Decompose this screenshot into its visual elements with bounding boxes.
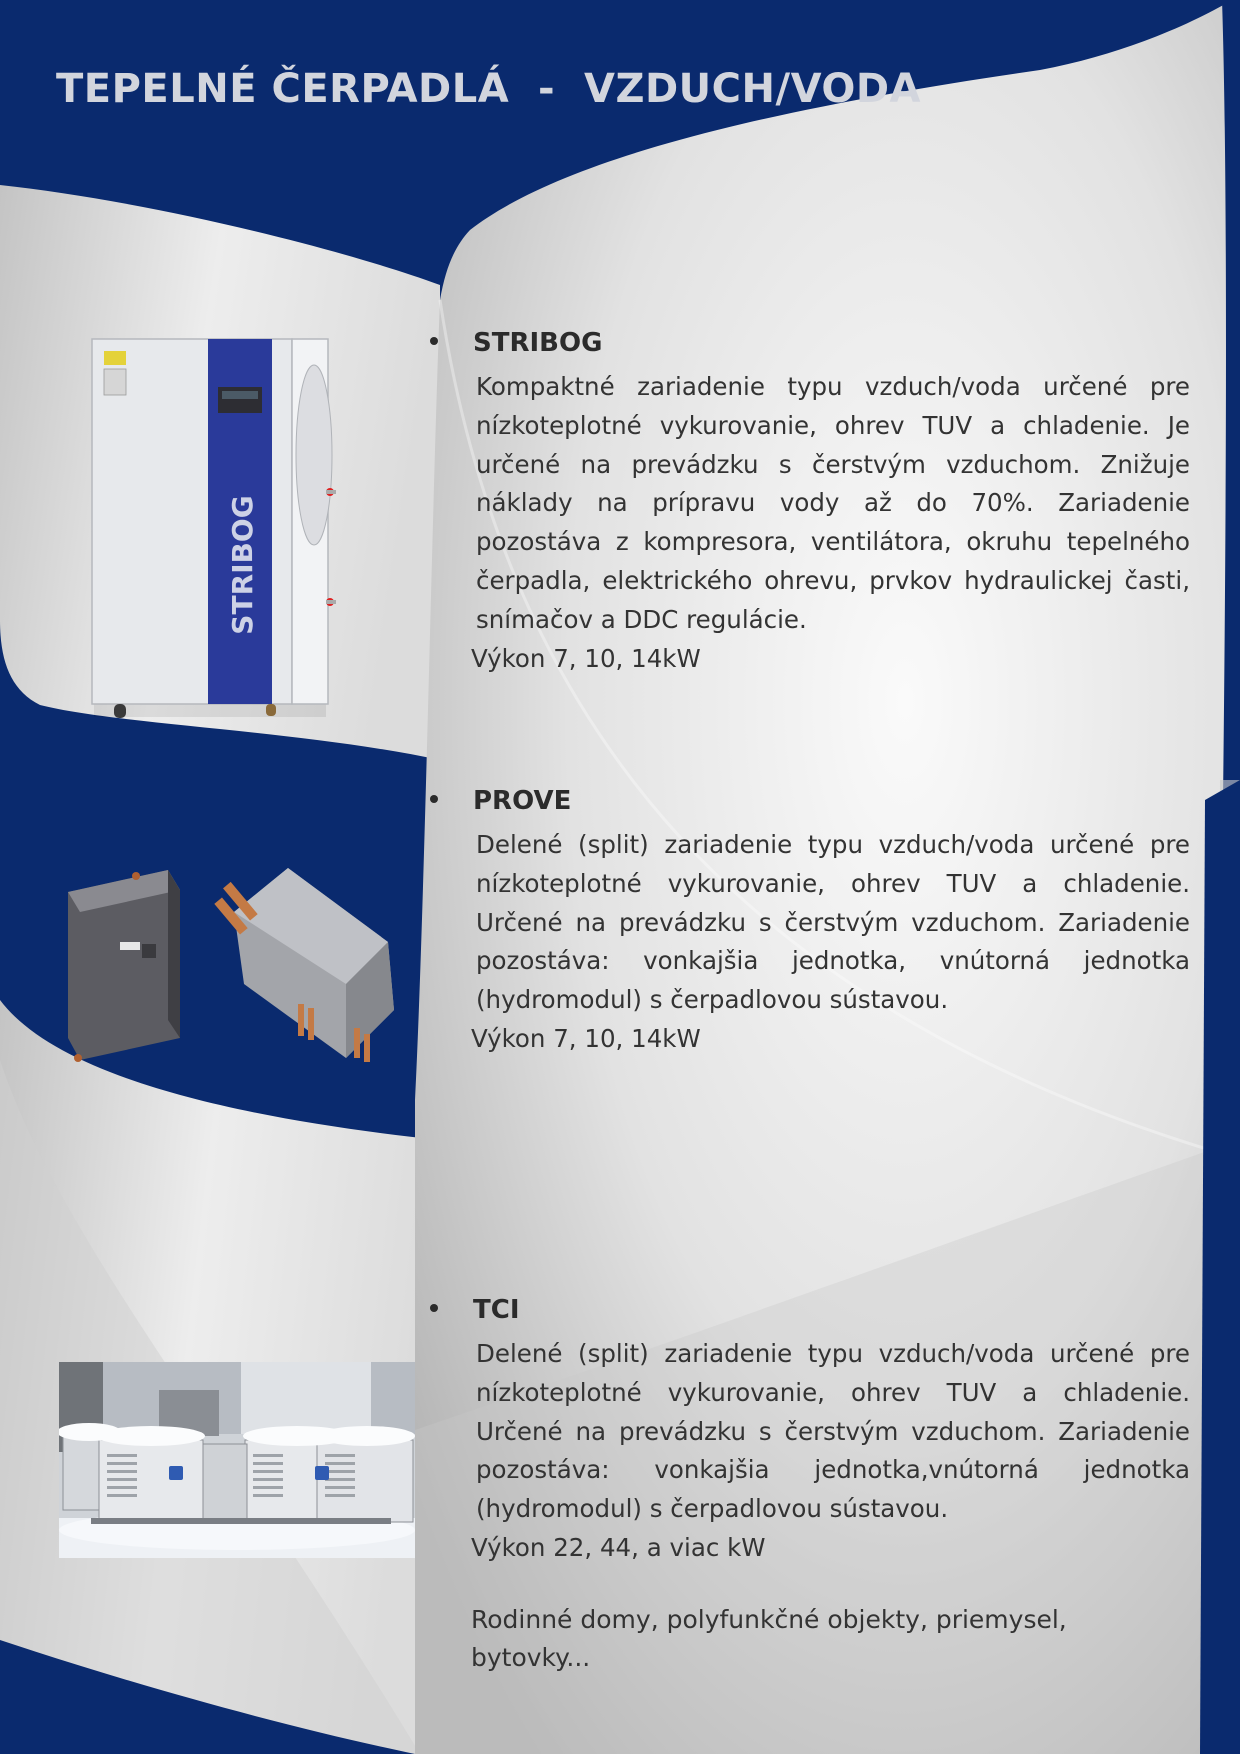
stribog-unit-image (80, 325, 350, 730)
bullet-icon (430, 337, 438, 345)
product-description: Delené (split) zariadenie typu vzduch/voda určené pre nízkoteplotné vykurovanie, ohrev TUV a chladenie. Určené na prevádzku s čerstvým vzduchom. Zariadenie pozostáva: vonkajšia jednotka,vnútorná jednotka (hydromodul) s čerpadlovou sústavou. (476, 1339, 1190, 1524)
product-name: PROVE (473, 786, 572, 816)
bullet-icon (430, 795, 438, 803)
product-description: Kompaktné zariadenie typu vzduch/voda určené pre nízkoteplotné vykurovanie, ohrev TUV a chladenie. Je určené na prevádzku s čerstvým vzduchom. Znižuje náklady na prípravu vody až do 70%. Zariadenie pozostáva z kompresora, ventilátora, okruhu tepelného čerpadla, elektrického ohrevu, prvkov hydraulickej časti, snímačov a DDC regulácie. (476, 372, 1190, 634)
product-prove (430, 786, 1190, 1059)
product-power: Výkon 22, 44, a viac kW (471, 1532, 766, 1562)
product-name: STRIBOG (473, 328, 603, 358)
target-applications: Rodinné domy, polyfunkčné objekty, priemysel, bytovky... (471, 1604, 1067, 1672)
product-power: Výkon 7, 10, 14kW (471, 1023, 701, 1053)
tci-units-photo (59, 1362, 415, 1558)
product-tci (430, 1295, 1190, 1677)
prove-unit-image (58, 862, 410, 1074)
stribog-unit-label: STRIBOG (226, 495, 259, 635)
page-title: TEPELNÉ ČERPADLÁ - VZDUCH/VODA (56, 66, 922, 112)
product-power: Výkon 7, 10, 14kW (471, 643, 701, 673)
product-name: TCI (473, 1295, 520, 1325)
product-stribog (430, 328, 1190, 678)
bullet-icon (430, 1304, 438, 1312)
product-description: Delené (split) zariadenie typu vzduch/voda určené pre nízkoteplotné vykurovanie, ohrev TUV a chladenie. Určené na prevádzku s čerstvým vzduchom. Zariadenie pozostáva: vonkajšia jednotka, vnútorná jednotka (hydromodul) s čerpadlovou sústavou. (476, 830, 1190, 1015)
